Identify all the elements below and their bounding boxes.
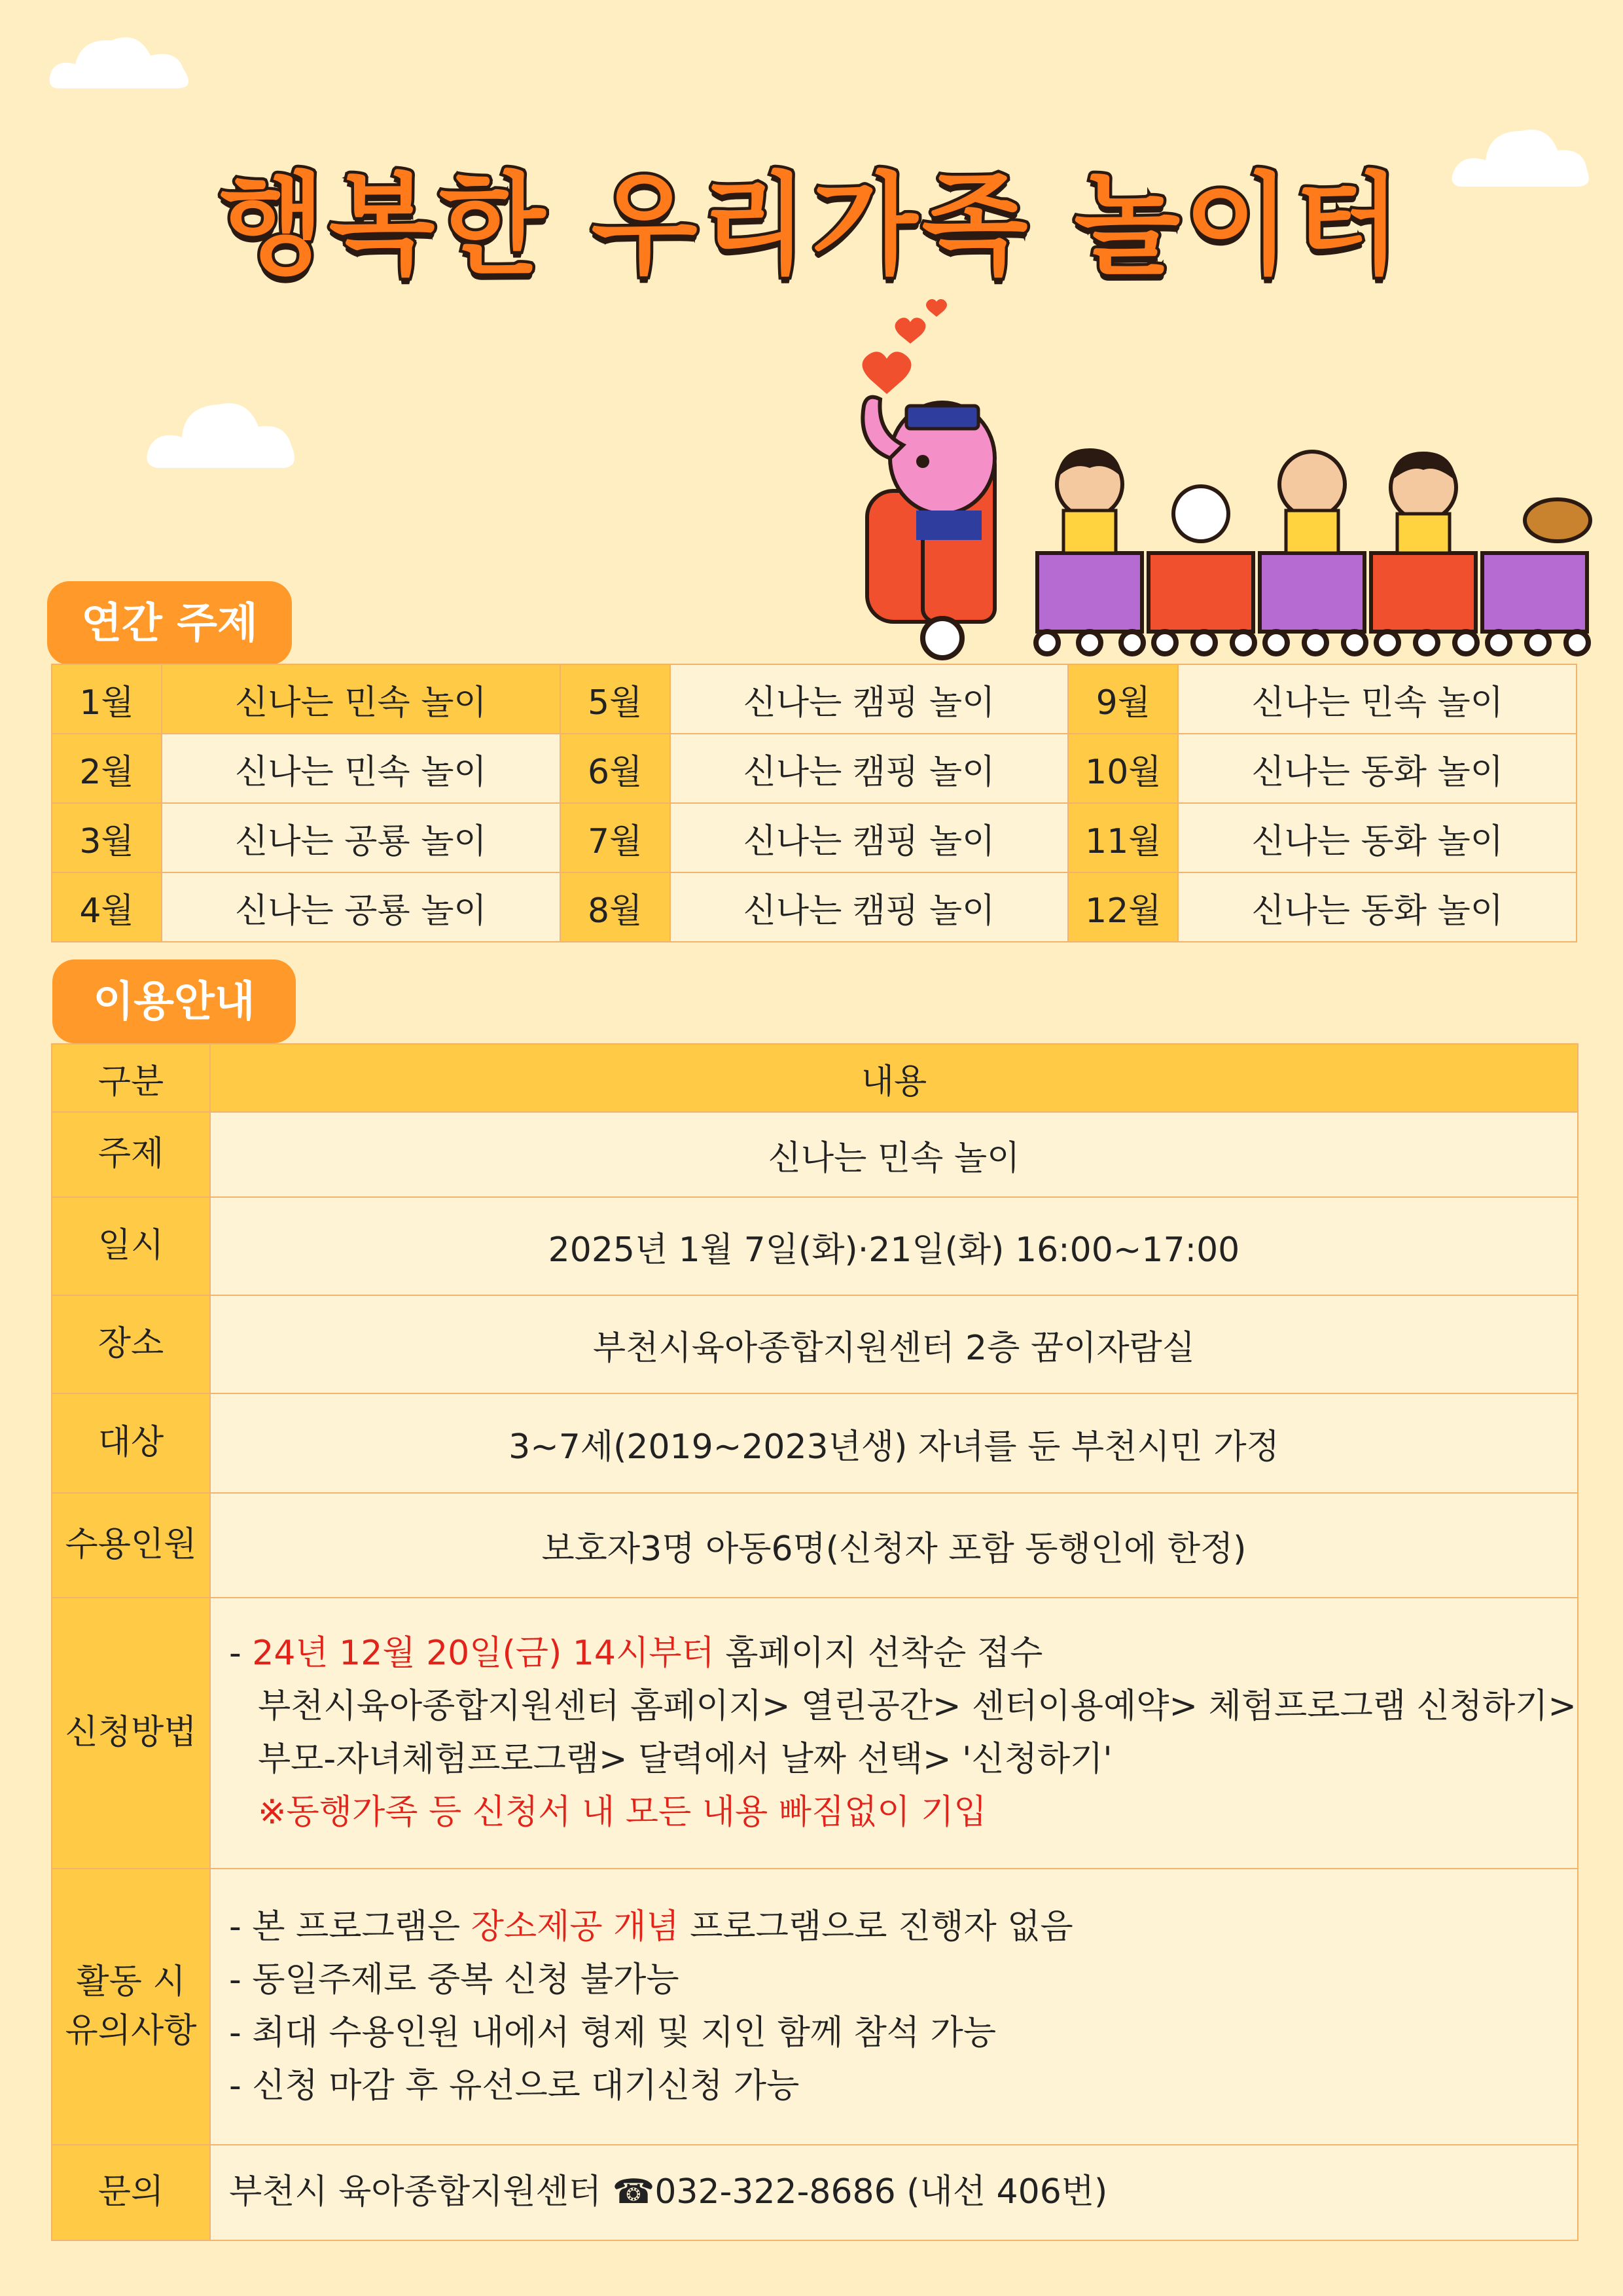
- row-label-capacity: 수용인원: [52, 1493, 210, 1598]
- header-content: 내용: [210, 1044, 1578, 1112]
- annual-theme-label: 연간 주제: [47, 581, 292, 665]
- theme-cell: 신나는 캠핑 놀이: [670, 664, 1069, 734]
- apply-line-3: 부모-자녀체험프로그램> 달력에서 날짜 선택> '신청하기': [257, 1740, 1113, 1779]
- row-label-subject: 주제: [52, 1112, 210, 1197]
- usage-guide-table: [51, 1043, 1578, 2241]
- row-value-subject: 신나는 민속 놀이: [210, 1112, 1578, 1197]
- theme-cell: 신나는 민속 놀이: [1178, 664, 1577, 734]
- month-cell: 1월: [52, 664, 162, 734]
- theme-cell: 신나는 캠핑 놀이: [670, 803, 1069, 872]
- month-cell: 3월: [52, 803, 162, 872]
- theme-cell: 신나는 동화 놀이: [1178, 734, 1577, 803]
- theme-cell: 신나는 캠핑 놀이: [670, 872, 1069, 942]
- apply-line-2: 부천시육아종합지원센터 홈페이지> 열린공간> 센터이용예약> 체험프로그램 신청하기>: [257, 1686, 1577, 1726]
- page-title: 행복한 우리가족 놀이터: [219, 161, 1404, 289]
- apply-start-date: 24년 12월 20일(금) 14시부터: [252, 1633, 715, 1673]
- notes-line-4: - 신청 마감 후 유선으로 대기신청 가능: [228, 2066, 800, 2106]
- table-row: [52, 1869, 1578, 2145]
- table-row: [52, 1295, 1578, 1393]
- month-cell: 11월: [1068, 803, 1178, 872]
- notes-highlight: 장소제공 개념: [471, 1907, 679, 1946]
- month-cell: 6월: [560, 734, 670, 803]
- row-value-place: 부천시육아종합지원센터 2층 꿈이자람실: [210, 1295, 1578, 1393]
- notes-line-1: - 본 프로그램은 장소제공 개념 프로그램으로 진행자 없음: [228, 1907, 1073, 1946]
- apply-line-1: - 24년 12월 20일(금) 14시부터 홈페이지 선착순 접수: [228, 1633, 1043, 1673]
- table-row: [52, 1112, 1578, 1197]
- table-header-row: [52, 1044, 1578, 1112]
- month-cell: 7월: [560, 803, 670, 872]
- row-value-target: 3~7세(2019~2023년생) 자녀를 둔 부천시민 가정: [210, 1393, 1578, 1493]
- table-row: [52, 734, 1577, 803]
- heart-icon: [863, 351, 912, 394]
- row-value-notes: [210, 1869, 1578, 2145]
- usage-guide-label: 이용안내: [52, 960, 296, 1043]
- table-row: [52, 2145, 1578, 2240]
- month-cell: 8월: [560, 872, 670, 942]
- month-cell: 9월: [1068, 664, 1178, 734]
- month-cell: 10월: [1068, 734, 1178, 803]
- train-illustration: [844, 295, 1610, 668]
- row-value-capacity: 보호자3명 아동6명(신청자 포함 동행인에 한정): [210, 1493, 1578, 1598]
- contact-phone: 032-322-8686 (내선 406번): [654, 2172, 1108, 2212]
- row-value-apply: [210, 1598, 1578, 1869]
- table-row: [52, 1598, 1578, 1869]
- table-row: [52, 803, 1577, 872]
- notes-line-3: - 최대 수용인원 내에서 형제 및 지인 함께 참석 가능: [228, 2013, 997, 2053]
- table-row: [52, 1493, 1578, 1598]
- row-value-datetime: 2025년 1월 7일(화)·21일(화) 16:00~17:00: [210, 1197, 1578, 1295]
- annual-theme-table: [51, 664, 1577, 942]
- table-row: [52, 872, 1577, 942]
- heart-icon: [926, 299, 947, 317]
- month-cell: 4월: [52, 872, 162, 942]
- theme-cell: 신나는 공룡 놀이: [162, 803, 560, 872]
- row-label-contact: 문의: [52, 2145, 210, 2240]
- phone-icon: ☎: [612, 2172, 655, 2212]
- table-row: [52, 664, 1577, 734]
- notes-line-2: - 동일주제로 중복 신청 불가능: [228, 1960, 679, 2000]
- month-cell: 5월: [560, 664, 670, 734]
- theme-cell: 신나는 민속 놀이: [162, 664, 560, 734]
- heart-icon: [895, 317, 926, 344]
- month-cell: 12월: [1068, 872, 1178, 942]
- apply-notice: ※동행가족 등 신청서 내 모든 내용 빠짐없이 기입: [257, 1793, 987, 1833]
- theme-cell: 신나는 캠핑 놀이: [670, 734, 1069, 803]
- header-category: 구분: [52, 1044, 210, 1112]
- theme-cell: 신나는 공룡 놀이: [162, 872, 560, 942]
- cloud-decoration: [46, 26, 196, 92]
- cloud-decoration: [144, 380, 301, 471]
- row-value-contact: 부천시 육아종합지원센터 ☎032-322-8686 (내선 406번): [210, 2145, 1578, 2240]
- table-row: [52, 1197, 1578, 1295]
- row-label-target: 대상: [52, 1393, 210, 1493]
- theme-cell: 신나는 동화 놀이: [1178, 803, 1577, 872]
- row-label-datetime: 일시: [52, 1197, 210, 1295]
- theme-cell: 신나는 동화 놀이: [1178, 872, 1577, 942]
- month-cell: 2월: [52, 734, 162, 803]
- row-label-notes: 활동 시 유의사항: [52, 1869, 210, 2145]
- row-label-apply: 신청방법: [52, 1598, 210, 1869]
- theme-cell: 신나는 민속 놀이: [162, 734, 560, 803]
- table-row: [52, 1393, 1578, 1493]
- row-label-place: 장소: [52, 1295, 210, 1393]
